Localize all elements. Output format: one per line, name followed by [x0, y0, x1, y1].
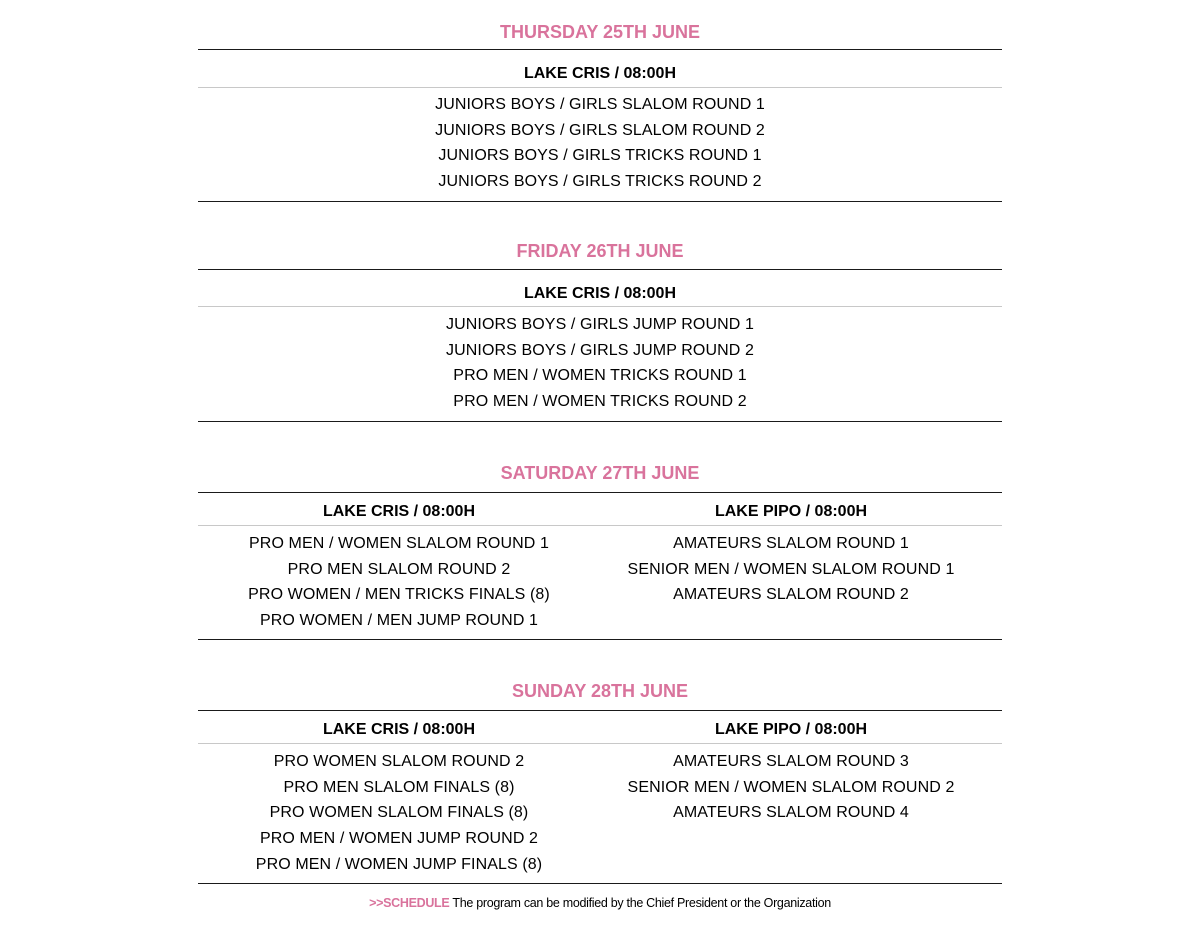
lake-heading: LAKE PIPO / 08:00H: [714, 721, 868, 738]
event-item: PRO MEN / WOMEN SLALOM ROUND 1: [249, 535, 549, 552]
event-item: PRO MEN / WOMEN JUMP FINALS (8): [255, 855, 543, 873]
lake-heading: LAKE CRIS / 08:00H: [322, 721, 476, 738]
day-top-rule: [198, 49, 1002, 50]
event-item: JUNIORS BOYS / GIRLS SLALOM ROUND 1: [435, 96, 765, 113]
event-item: PRO WOMEN / MEN TRICKS FINALS (8): [248, 586, 550, 604]
event-item: AMATEURS SLALOM ROUND 1: [673, 535, 909, 552]
event-item: AMATEURS SLALOM ROUND 2: [673, 586, 909, 604]
day-bottom-rule: [198, 639, 1002, 640]
event-list-left: [198, 749, 600, 878]
event-item: PRO WOMEN SLALOM ROUND 2: [273, 753, 525, 770]
event-item: AMATEURS SLALOM ROUND 4: [673, 804, 909, 822]
event-item: JUNIORS BOYS / GIRLS TRICKS ROUND 1: [438, 147, 762, 165]
event-item: PRO MEN SLALOM FINALS (8): [283, 778, 515, 796]
day-saturday: [198, 461, 1002, 643]
schedule-footnote: [198, 895, 1002, 911]
day-title: SUNDAY 28TH JUNE: [511, 681, 689, 701]
event-item: SENIOR MEN / WOMEN SLALOM ROUND 2: [627, 778, 955, 796]
event-item: JUNIORS BOYS / GIRLS JUMP ROUND 1: [446, 316, 754, 333]
event-item: JUNIORS BOYS / GIRLS SLALOM ROUND 2: [435, 121, 765, 139]
event-list: [198, 92, 1002, 195]
event-list-right: [590, 531, 992, 608]
event-item: PRO MEN / WOMEN TRICKS ROUND 1: [453, 367, 747, 385]
day-top-rule: [198, 710, 1002, 711]
day-title: THURSDAY 25TH JUNE: [499, 22, 701, 42]
event-list: [198, 312, 1002, 415]
lake-divider: [198, 525, 1002, 526]
lake-heading: LAKE CRIS / 08:00H: [523, 65, 677, 82]
lake-column: [198, 284, 1002, 304]
day-thursday: [198, 20, 1002, 205]
day-title: SATURDAY 27TH JUNE: [500, 463, 700, 483]
day-friday: [198, 239, 1002, 425]
schedule-tag: >>SCHEDULE: [369, 896, 450, 910]
lake-divider: [198, 743, 1002, 744]
lake-heading: LAKE PIPO / 08:00H: [714, 503, 868, 520]
lake-column-right: [590, 720, 992, 740]
lake-column-left: [198, 720, 600, 740]
event-item: JUNIORS BOYS / GIRLS TRICKS ROUND 2: [438, 173, 762, 191]
day-top-rule: [198, 492, 1002, 493]
lake-column-right: [590, 502, 992, 522]
event-list-left: [198, 531, 600, 634]
day-top-rule: [198, 269, 1002, 270]
lake-column: [198, 64, 1002, 84]
day-bottom-rule: [198, 421, 1002, 422]
event-list-right: [590, 749, 992, 826]
schedule-note: The program can be modified by the Chief President or the Organization: [452, 896, 831, 910]
lake-heading: LAKE CRIS / 08:00H: [523, 285, 677, 302]
event-item: SENIOR MEN / WOMEN SLALOM ROUND 1: [627, 560, 955, 578]
day-sunday: [198, 679, 1002, 887]
event-item: JUNIORS BOYS / GIRLS JUMP ROUND 2: [446, 341, 754, 359]
lake-divider: [198, 306, 1002, 307]
event-item: PRO MEN / WOMEN TRICKS ROUND 2: [453, 393, 747, 411]
lake-divider: [198, 87, 1002, 88]
event-item: PRO MEN / WOMEN JUMP ROUND 2: [259, 830, 539, 848]
event-item: PRO MEN SLALOM ROUND 2: [287, 560, 511, 578]
day-bottom-rule: [198, 883, 1002, 884]
lake-heading: LAKE CRIS / 08:00H: [322, 503, 476, 520]
event-item: AMATEURS SLALOM ROUND 3: [673, 753, 909, 770]
event-item: PRO WOMEN / MEN JUMP ROUND 1: [259, 612, 539, 630]
day-title: FRIDAY 26TH JUNE: [516, 241, 684, 261]
event-item: PRO WOMEN SLALOM FINALS (8): [269, 804, 529, 822]
day-bottom-rule: [198, 201, 1002, 202]
lake-column-left: [198, 502, 600, 522]
